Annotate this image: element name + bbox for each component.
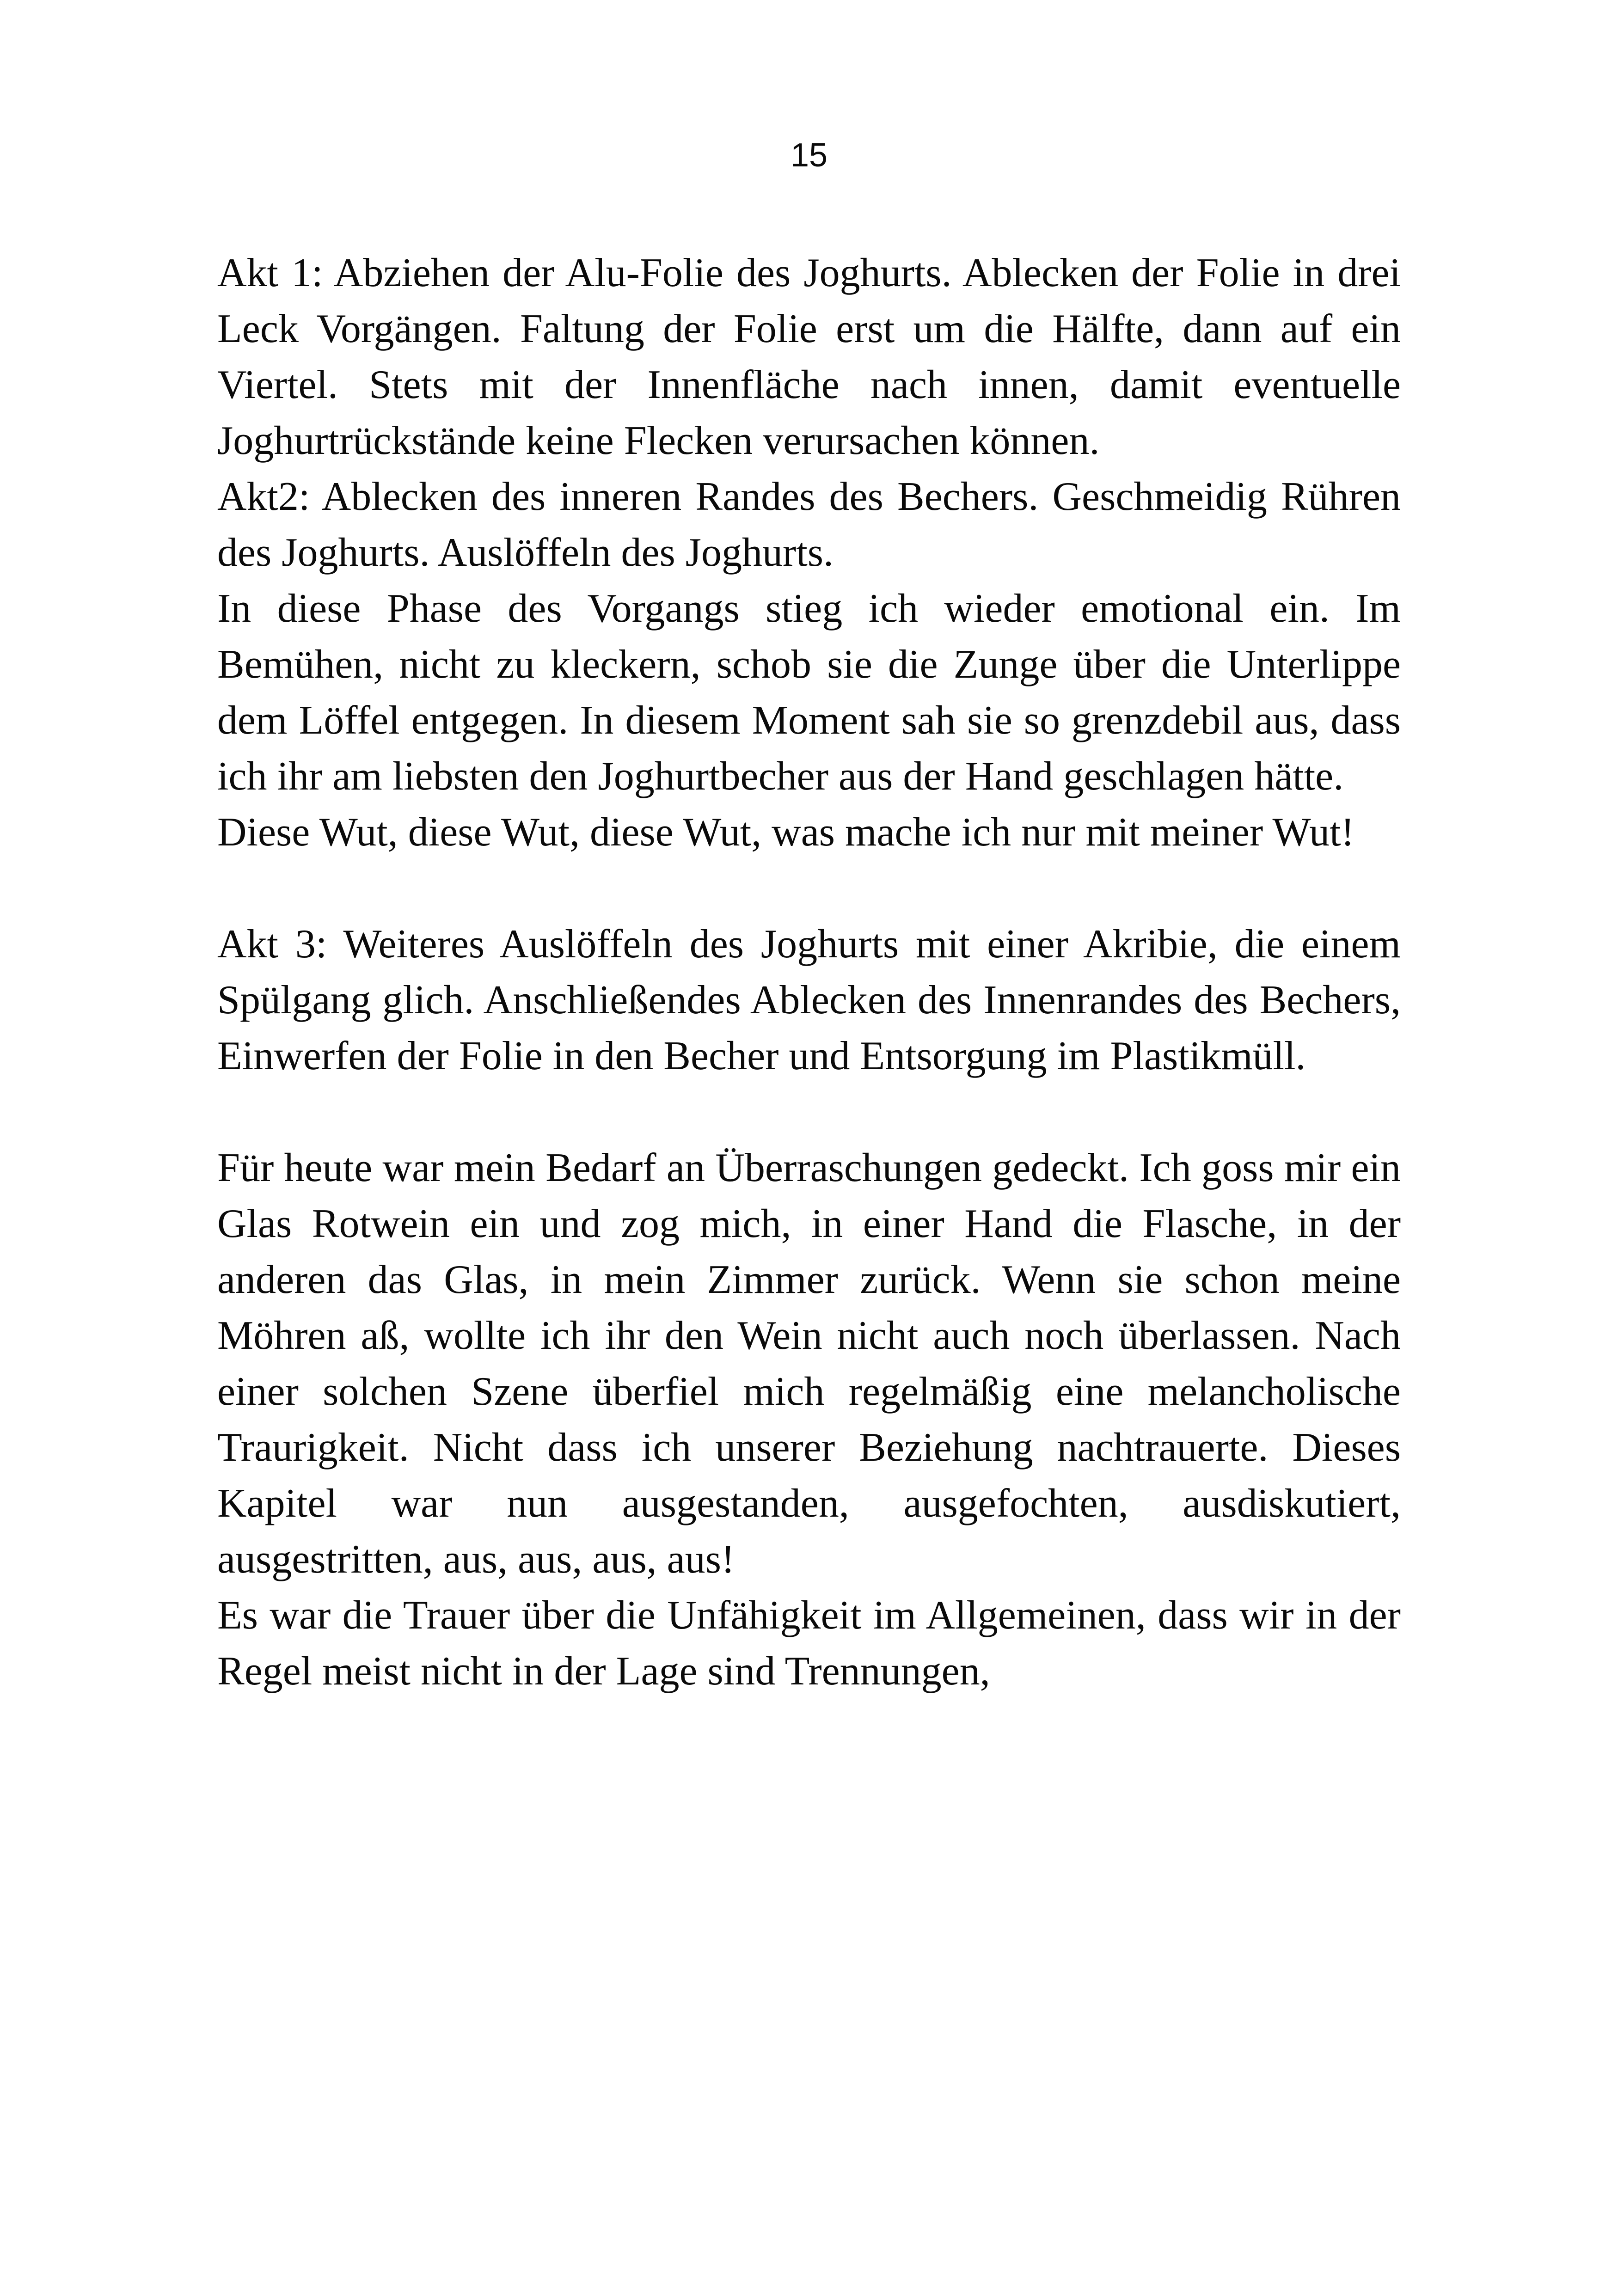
paragraph-sadness: Es war die Trauer über die Unfähigkeit im Allgemeinen, dass wir in der Regel meist nicht in der Lage sind Trennungen,	[217, 1593, 1401, 1694]
paragraph-act-1: Akt 1: Abziehen der Alu-Folie des Joghurts. Ablecken der Folie in drei Leck Vorgängen. Faltung der Folie erst um die Hälfte, dann auf ein Viertel. Stets mit der Innenfläche nach innen, damit eventuelle Joghurtrückstände keine Flecken verursachen können.	[217, 251, 1401, 463]
paragraph-red-wine: Für heute war mein Bedarf an Überraschungen gedeckt. Ich goss mir ein Glas Rotwein ein und zog mich, in einer Hand die Flasche, in der anderen das Glas, in mein Zimmer zurück. Wenn sie schon meine Möhren aß, wollte ich ihr den Wein nicht auch noch überlassen. Nach einer solchen Szene überfiel mich regelmäßig eine melancholische Traurigkeit. Nicht dass ich unserer Beziehung nachtrauerte. Dieses Kapitel war nun ausgestanden, ausgefochten, ausdiskutiert, ausgestritten, aus, aus, aus, aus!	[217, 1145, 1401, 1582]
paragraph-anger: Diese Wut, diese Wut, diese Wut, was mache ich nur mit meiner Wut!	[217, 810, 1354, 855]
paragraph-act-3: Akt 3: Weiteres Auslöffeln des Joghurts mit einer Akribie, die einem Spülgang glich. Anschließendes Ablecken des Innenrandes des Bechers, Einwerfen der Folie in den Becher und Entsorgung im Plastikmüll.	[217, 922, 1401, 1078]
paragraph-emotion: In diese Phase des Vorgangs stieg ich wieder emotional ein. Im Bemühen, nicht zu kleckern, schob sie die Zunge über die Unterlippe dem Löffel entgegen. In diesem Moment sah sie so grenzdebil aus, dass ich ihr am liebsten den Joghurtbecher aus der Hand geschlagen hätte.	[217, 586, 1401, 799]
page-number: 15	[790, 137, 828, 174]
page-body	[217, 245, 1401, 1699]
paragraph-act-2: Akt2: Ablecken des inneren Randes des Bechers. Geschmeidig Rühren des Joghurts. Auslöffeln des Joghurts.	[217, 474, 1401, 575]
